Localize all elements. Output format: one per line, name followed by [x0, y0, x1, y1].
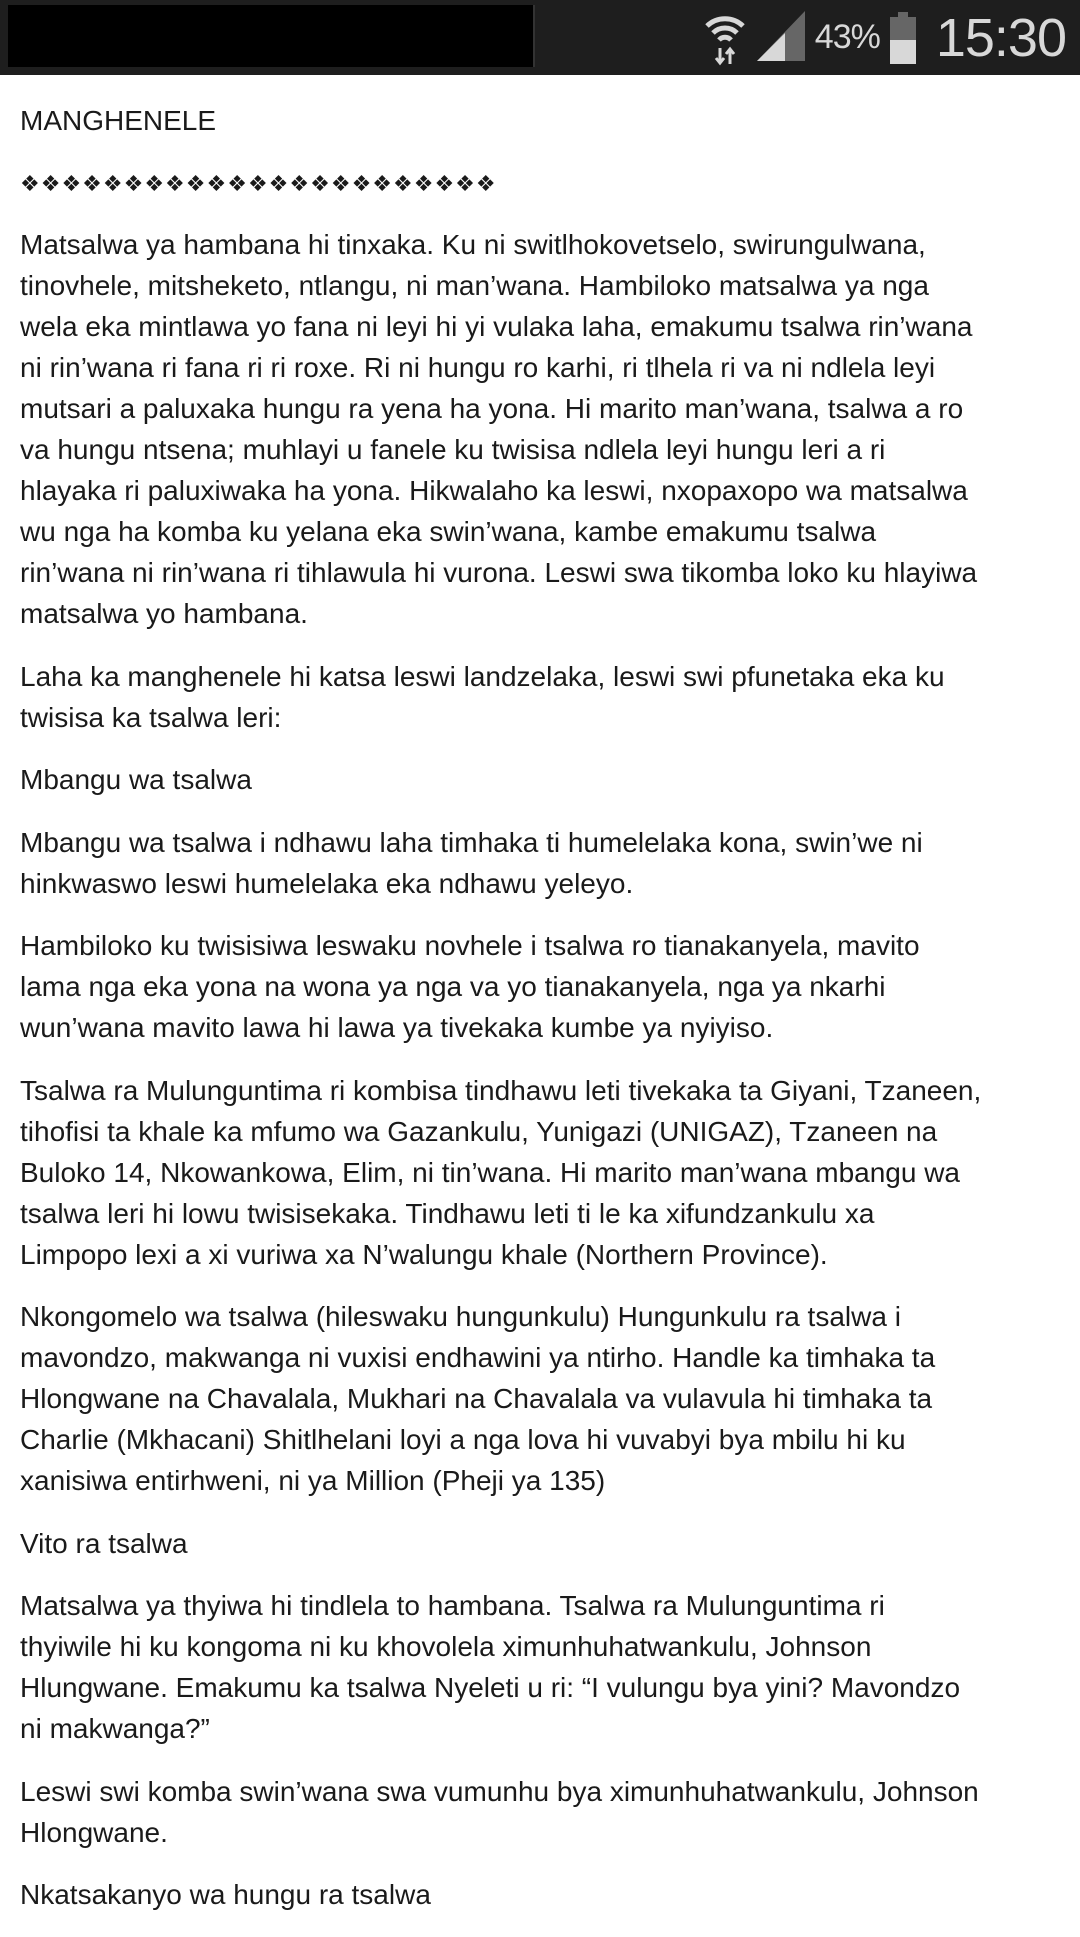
text-line: mavondzo, makwanga ni vuxisi endhawini ya ntirho. Handle ka timhaka ta	[20, 1342, 936, 1373]
battery-percent: 43%	[814, 18, 880, 56]
text-line: Vito ra tsalwa	[20, 1527, 188, 1559]
text-line: hlayaka ri paluxiwaka ha yona. Hikwalaho ka leswi, nxopaxopo wa matsalwa	[20, 475, 968, 506]
text-line: ni makwanga?”	[20, 1713, 210, 1744]
paragraph	[20, 1523, 1080, 1564]
text-line: hinkwaswo leswi humelelaka eka ndhawu yeleyo.	[20, 867, 634, 899]
text-line: ni rin’wana ri fana ri ri roxe. Ri ni hungu ro karhi, ri tlhela ri va ni ndlela leyi	[20, 352, 936, 383]
text-line: Hlongwane.	[20, 1816, 168, 1848]
paragraph	[20, 656, 1080, 738]
text-line: wela eka mintlawa yo fana ni leyi hi yi vulaka laha, emakumu tsalwa rin’wana	[20, 311, 973, 342]
wifi-data-icon	[703, 10, 747, 66]
article-content	[20, 100, 1080, 1937]
paragraph	[20, 925, 1080, 1048]
text-line: wun’wana mavito lawa hi lawa ya tivekaka kumbe ya nyiyiso.	[20, 1012, 774, 1043]
paragraph	[20, 759, 1080, 800]
text-line: Charlie (Mkhacani) Shitlhelani loyi a nga lova hi vuvabyi bya mbilu hi ku	[20, 1424, 906, 1455]
text-line: Hambiloko ku twisisiwa leswaku novhele i tsalwa ro tianakanyela, mavito	[20, 930, 920, 961]
text-line: Mbangu wa tsalwa i ndhawu laha timhaka ti humelelaka kona, swin’we ni	[20, 826, 923, 858]
text-line: Matsalwa ya thyiwa hi tindlela to hambana. Tsalwa ra Mulunguntima ri	[20, 1590, 885, 1621]
text-line: Nkongomelo wa tsalwa (hileswaku hungunkulu) Hungunkulu ra tsalwa i	[20, 1301, 901, 1332]
text-line: Leswi swi komba swin’wana swa vumunhu bya ximunhuhatwankulu, Johnson	[20, 1775, 979, 1807]
text-line: Nkatsakanyo wa hungu ra tsalwa	[20, 1879, 431, 1910]
text-line: matsalwa yo hambana.	[20, 598, 308, 629]
paragraph	[20, 1296, 1080, 1501]
paragraph	[20, 1874, 1080, 1915]
text-line: xanisiwa entirhweni, ni ya Million (Pheji ya 135)	[20, 1465, 606, 1496]
ornament-divider: ❖❖❖❖❖❖❖❖❖❖❖❖❖❖❖❖❖❖❖❖❖❖❖	[20, 171, 497, 196]
text-line: Matsalwa ya hambana hi tinxaka. Ku ni switlhokovetselo, swirungulwana,	[20, 229, 926, 260]
text-line: rin’wana ni rin’wana ri tihlawula hi vurona. Leswi swa tikomba loko ku hlayiwa	[20, 557, 978, 588]
signal-icon	[757, 11, 805, 65]
text-line: Limpopo lexi a xi vuriwa xa N’walungu khale (Northern Province).	[20, 1238, 828, 1270]
text-line: tinovhele, mitsheketo, ntlangu, ni man’wana. Hambiloko matsalwa ya nga	[20, 270, 929, 301]
status-bar	[0, 0, 1080, 75]
text-line: va hungu ntsena; muhlayi u fanele ku twisisa ndlela leyi hungu leri a ri	[20, 434, 886, 465]
paragraph	[20, 1771, 1080, 1853]
text-line: Mbangu wa tsalwa	[20, 764, 252, 795]
clock: 15:30	[935, 7, 1066, 68]
redacted-notification-area	[8, 5, 535, 67]
text-line: Laha ka manghenele hi katsa leswi landzelaka, leswi swi pfunetaka eka ku	[20, 660, 945, 692]
text-line: tihofisi ta khale ka mfumo wa Gazankulu, Yunigazi (UNIGAZ), Tzaneen na	[20, 1115, 938, 1147]
paragraph	[20, 224, 1080, 634]
text-line: Buloko 14, Nkowankowa, Elim, ni tin’wana. Hi marito man’wana mbangu wa	[20, 1156, 960, 1188]
text-line: Tsalwa ra Mulunguntima ri kombisa tindhawu leti tivekaka ta Giyani, Tzaneen,	[20, 1074, 982, 1106]
paragraph	[20, 1585, 1080, 1749]
text-line: tsalwa leri hi lowu twisisekaka. Tindhawu leti ti le ka xifundzankulu xa	[20, 1197, 875, 1229]
text-line: mutsari a paluxaka hungu ra yena ha yona. Hi marito man’wana, tsalwa a ro	[20, 393, 964, 424]
section-title: MANGHENELE	[20, 105, 217, 136]
paragraph	[20, 822, 1080, 904]
text-line: twisisa ka tsalwa leri:	[20, 701, 282, 733]
battery-icon	[890, 12, 916, 64]
text-line: Hlungwane. Emakumu ka tsalwa Nyeleti u ri: “I vulungu bya yini? Mavondzo	[20, 1672, 961, 1703]
text-line: wu nga ha komba ku yelana eka swin’wana, kambe emakumu tsalwa	[20, 516, 877, 547]
text-line: thyiwile hi ku kongoma ni ku khovolela ximunhuhatwankulu, Johnson	[20, 1631, 872, 1662]
text-line: Hlongwane na Chavalala, Mukhari na Chavalala va vulavula hi timhaka ta	[20, 1383, 933, 1414]
paragraph	[20, 1070, 1080, 1275]
text-line: lama nga eka yona na wona ya nga va yo tianakanyela, nga ya nkarhi	[20, 971, 886, 1002]
